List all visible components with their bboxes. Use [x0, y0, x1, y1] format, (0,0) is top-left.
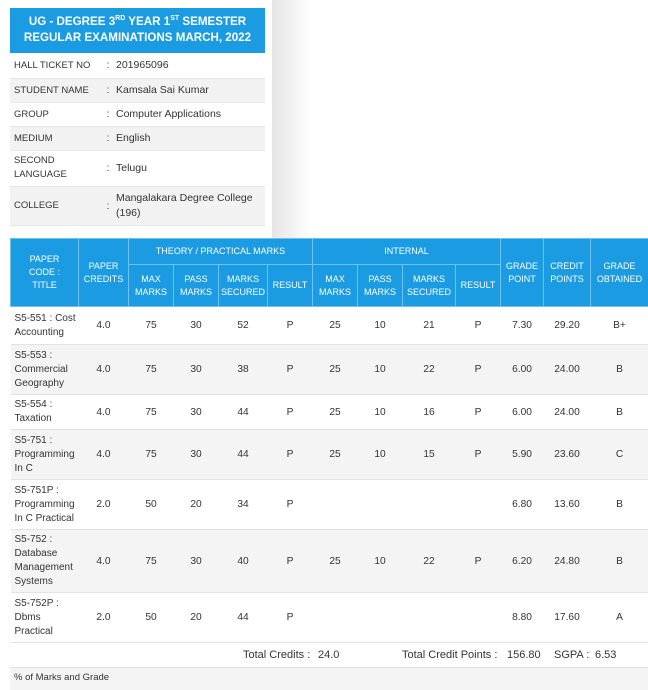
paper-title: S5-553 : Commercial Geography — [11, 345, 79, 395]
medium-value: English — [114, 126, 265, 150]
table-row — [11, 593, 648, 643]
medium-label: MEDIUM — [10, 126, 102, 150]
group-value: Computer Applications — [114, 102, 265, 126]
grade-obtained: B — [591, 395, 648, 430]
credit-points: 17.60 — [544, 593, 591, 643]
grade-obtained: B — [591, 530, 648, 593]
internal-pass — [358, 593, 403, 643]
marks-table — [10, 238, 648, 643]
header-theory-secured: MARKS SECURED — [219, 265, 268, 307]
separator: : — [102, 78, 114, 102]
theory-pass: 30 — [174, 307, 219, 345]
theory-result: P — [268, 345, 313, 395]
internal-secured: 15 — [403, 430, 456, 480]
student-name-label: STUDENT NAME — [10, 78, 102, 102]
theory-result: P — [268, 307, 313, 345]
header-internal-pass: PASS MARKS — [358, 265, 403, 307]
grade-point: 6.00 — [501, 395, 544, 430]
exam-title-banner — [10, 8, 265, 53]
internal-result — [456, 480, 501, 530]
separator: : — [102, 186, 114, 225]
header-paper-credits: PAPER CREDITS — [79, 239, 129, 307]
grade-obtained: A — [591, 593, 648, 643]
theory-max: 75 — [129, 430, 174, 480]
separator: : — [102, 150, 114, 186]
paper-credits: 4.0 — [79, 530, 129, 593]
header-theory-pass: PASS MARKS — [174, 265, 219, 307]
hall-ticket-value: 201965096 — [114, 53, 265, 78]
separator: : — [102, 53, 114, 78]
internal-max — [313, 480, 358, 530]
paper-title: S5-751P : Programming In C Practical — [11, 480, 79, 530]
grade-point: 5.90 — [501, 430, 544, 480]
table-row — [11, 395, 648, 430]
grade-point: 7.30 — [501, 307, 544, 345]
student-name-row — [10, 78, 265, 102]
header-grade-obtained: GRADE OBTAINED — [591, 239, 648, 307]
internal-secured — [403, 480, 456, 530]
internal-max: 25 — [313, 307, 358, 345]
theory-result: P — [268, 430, 313, 480]
header-theory-result: RESULT — [268, 265, 313, 307]
medium-row — [10, 126, 265, 150]
theory-pass: 30 — [174, 395, 219, 430]
hall-ticket-label: HALL TICKET NO — [10, 53, 102, 78]
internal-result: P — [456, 430, 501, 480]
header-internal-secured: MARKS SECURED — [403, 265, 456, 307]
theory-max: 75 — [129, 395, 174, 430]
paper-credits: 4.0 — [79, 395, 129, 430]
internal-result: P — [456, 395, 501, 430]
internal-secured: 22 — [403, 345, 456, 395]
group-row — [10, 102, 265, 126]
theory-secured: 40 — [219, 530, 268, 593]
header-paper-code: PAPER CODE : TITLE — [11, 239, 79, 307]
internal-pass: 10 — [358, 530, 403, 593]
internal-secured: 22 — [403, 530, 456, 593]
marks-table-header — [11, 239, 648, 307]
header-credit-points: CREDIT POINTS — [544, 239, 591, 307]
grade-point: 6.00 — [501, 345, 544, 395]
theory-result: P — [268, 395, 313, 430]
hall-ticket-row — [10, 53, 265, 78]
sgpa-label: SGPA : — [554, 649, 590, 661]
paper-title: S5-752P : Dbms Practical — [11, 593, 79, 643]
paper-title: S5-551 : Cost Accounting — [11, 307, 79, 345]
theory-max: 50 — [129, 593, 174, 643]
paper-title: S5-751 : Programming In C — [11, 430, 79, 480]
theory-secured: 44 — [219, 593, 268, 643]
table-row — [11, 307, 648, 345]
header-internal-group: INTERNAL — [313, 239, 501, 265]
totals-row — [10, 644, 648, 668]
credit-points: 24.80 — [544, 530, 591, 593]
paper-credits: 4.0 — [79, 345, 129, 395]
theory-secured: 52 — [219, 307, 268, 345]
paper-title: S5-752 : Database Management Systems — [11, 530, 79, 593]
sgpa-value: 6.53 — [595, 649, 617, 661]
theory-pass: 30 — [174, 530, 219, 593]
total-credits-value: 24.0 — [318, 649, 340, 661]
internal-result — [456, 593, 501, 643]
paper-credits: 2.0 — [79, 480, 129, 530]
theory-pass: 20 — [174, 480, 219, 530]
college-value: Mangalakara Degree College (196) — [114, 186, 265, 225]
total-credits-label: Total Credits : — [243, 649, 311, 661]
internal-result: P — [456, 307, 501, 345]
table-row — [11, 345, 648, 395]
internal-pass: 10 — [358, 430, 403, 480]
credit-points: 24.00 — [544, 395, 591, 430]
paper-credits: 4.0 — [79, 307, 129, 345]
internal-secured: 16 — [403, 395, 456, 430]
internal-pass: 10 — [358, 345, 403, 395]
theory-pass: 30 — [174, 430, 219, 480]
grade-point: 6.80 — [501, 480, 544, 530]
credit-points: 29.20 — [544, 307, 591, 345]
theory-result: P — [268, 593, 313, 643]
internal-max — [313, 593, 358, 643]
credit-points: 23.60 — [544, 430, 591, 480]
theory-result: P — [268, 480, 313, 530]
header-grade-point: GRADE POINT — [501, 239, 544, 307]
theory-secured: 44 — [219, 395, 268, 430]
total-credit-points-label: Total Credit Points : — [402, 649, 498, 661]
theory-max: 50 — [129, 480, 174, 530]
theory-max: 75 — [129, 345, 174, 395]
table-row — [11, 530, 648, 593]
theory-secured: 34 — [219, 480, 268, 530]
student-info-table — [10, 53, 265, 226]
grade-point: 8.80 — [501, 593, 544, 643]
theory-secured: 44 — [219, 430, 268, 480]
separator: : — [102, 102, 114, 126]
grade-obtained: B — [591, 345, 648, 395]
theory-secured: 38 — [219, 345, 268, 395]
internal-pass: 10 — [358, 307, 403, 345]
paper-title: S5-554 : Taxation — [11, 395, 79, 430]
internal-secured — [403, 593, 456, 643]
credit-points: 24.00 — [544, 345, 591, 395]
internal-max: 25 — [313, 395, 358, 430]
internal-max: 25 — [313, 530, 358, 593]
second-language-value: Telugu — [114, 150, 265, 186]
college-label: COLLEGE — [10, 186, 102, 225]
grade-obtained: B — [591, 480, 648, 530]
grade-obtained: B+ — [591, 307, 648, 345]
separator: : — [102, 126, 114, 150]
exam-title-line1: UG - DEGREE 3RD YEAR 1ST SEMESTER — [28, 15, 247, 28]
internal-pass — [358, 480, 403, 530]
theory-max: 75 — [129, 307, 174, 345]
header-internal-max: MAX MARKS — [313, 265, 358, 307]
group-label: GROUP — [10, 102, 102, 126]
paper-credits: 2.0 — [79, 593, 129, 643]
header-theory-group: THEORY / PRACTICAL MARKS — [129, 239, 313, 265]
second-language-row — [10, 150, 265, 186]
internal-max: 25 — [313, 430, 358, 480]
table-row — [11, 480, 648, 530]
theory-result: P — [268, 530, 313, 593]
page-shadow — [272, 0, 312, 238]
paper-credits: 4.0 — [79, 430, 129, 480]
grade-obtained: C — [591, 430, 648, 480]
internal-result: P — [456, 345, 501, 395]
internal-result: P — [456, 530, 501, 593]
second-language-label: SECOND LANGUAGE — [10, 150, 102, 186]
grade-point: 6.20 — [501, 530, 544, 593]
college-row — [10, 186, 265, 225]
table-row — [11, 430, 648, 480]
theory-pass: 20 — [174, 593, 219, 643]
marks-grade-footer: % of Marks and Grade — [10, 668, 648, 690]
internal-secured: 21 — [403, 307, 456, 345]
header-theory-max: MAX MARKS — [129, 265, 174, 307]
internal-max: 25 — [313, 345, 358, 395]
total-credit-points-value: 156.80 — [507, 649, 541, 661]
header-internal-result: RESULT — [456, 265, 501, 307]
credit-points: 13.60 — [544, 480, 591, 530]
marks-table-body — [11, 307, 648, 643]
student-name-value: Kamsala Sai Kumar — [114, 78, 265, 102]
internal-pass: 10 — [358, 395, 403, 430]
theory-pass: 30 — [174, 345, 219, 395]
theory-max: 75 — [129, 530, 174, 593]
exam-title-line2: REGULAR EXAMINATIONS MARCH, 2022 — [23, 31, 252, 44]
